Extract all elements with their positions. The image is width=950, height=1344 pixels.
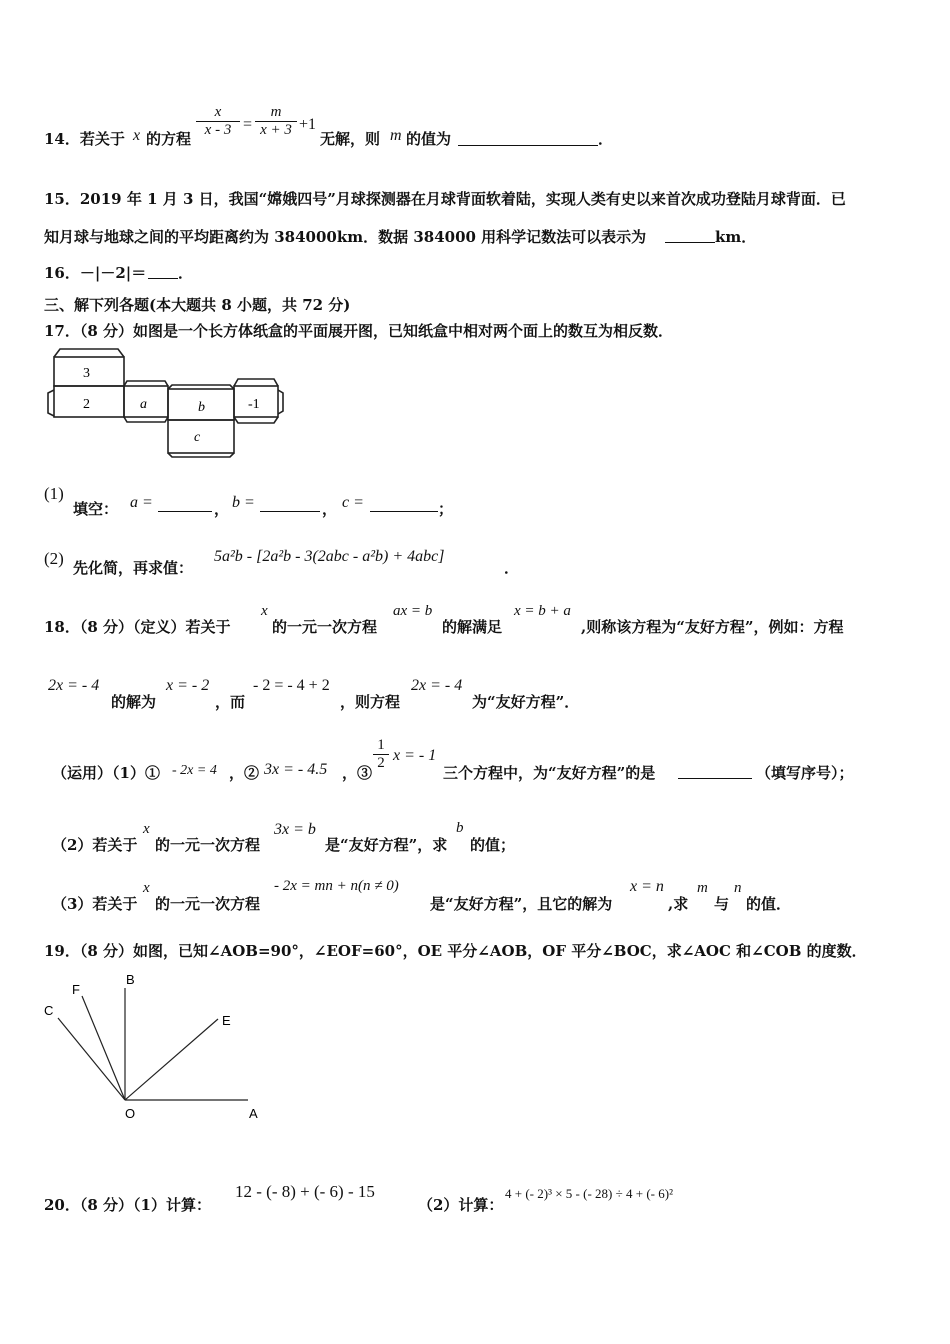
q15-line-1: 15．2019 年 1 月 3 日，我国“嫦娥四号”月球探测器在月球背面软着陆，实现人类有史以来首次成功登陆月球背面．已 (44, 190, 846, 208)
q17-b-blank (260, 511, 320, 512)
q18-apply-sep2: ，② (229, 764, 260, 782)
q18-line2-end: 为“友好方程”． (472, 693, 580, 711)
q20-expression-2: 4 + (- 2)³ × 5 - (- 28) ÷ 4 + (- 6)² (505, 1186, 673, 1201)
label-A: A (249, 1106, 258, 1121)
q17-a-blank (158, 511, 212, 512)
q17-c-blank (370, 511, 438, 512)
q17-sep-2: ， (322, 500, 338, 518)
q18-part2-eqlabel: 的一元一次方程 (155, 836, 261, 854)
q18-part3-x: x (143, 880, 150, 896)
q18-line2-thus: ，则方程 (340, 693, 401, 711)
q17-stem: 17．（8 分）如图是一个长方体纸盒的平面展开图，已知纸盒中相对两个面上的数互为相反数． (44, 322, 674, 340)
q17-part1-fill: 填空： (73, 500, 119, 518)
q17-part1-end: ； (438, 500, 454, 518)
net-label-neg1: -1 (248, 397, 260, 412)
q18-apply-blank (678, 778, 752, 779)
q17-c-eq: c = (342, 494, 364, 511)
q14-frac1-denominator: x - 3 (204, 122, 232, 138)
q17-part2-expression: 5a²b - [2a²b - 3(2abc - a²b) + 4abc] (214, 548, 445, 565)
label-F: F (72, 982, 80, 997)
q14-no-solution-text: 无解，则 (320, 130, 381, 148)
ray-OF (82, 996, 125, 1100)
q18-apply-hint: （填写序号）； (756, 764, 854, 782)
net-label-3: 3 (83, 366, 90, 381)
q14-frac2-numerator: m (255, 104, 297, 122)
q14-value-label: 的值为 (406, 130, 452, 148)
q18-part3-find: ,求 (668, 895, 689, 913)
q14-number: 14．若关于 (44, 130, 125, 148)
label-O: O (125, 1106, 136, 1121)
net-tab-neg1-top (234, 379, 278, 386)
q14-answer-blank (458, 145, 598, 146)
section-3-heading: 三、解下列各题(本大题共 8 小题，共 72 分) (44, 296, 351, 314)
label-E: E (222, 1013, 231, 1028)
net-label-c: c (194, 430, 201, 445)
q18-line1-solution: x = b + a (514, 603, 571, 619)
q14-plus-one: +1 (299, 116, 317, 133)
q18-line2-while: ，而 (215, 693, 246, 711)
q18-half-denominator: 2 (377, 755, 385, 771)
q18-half-numerator: 1 (373, 737, 389, 755)
q17-part2-label: (2) (44, 549, 64, 568)
q18-line1-satisfy: 的解满足 (442, 618, 503, 636)
q17-part2-simplify: 先化简，再求值： (73, 559, 194, 577)
ray-OE (125, 1019, 218, 1100)
q18-line1-end: ,则称该方程为“友好方程”，例如：方程 (581, 618, 844, 636)
q18-part3-n: n (734, 880, 742, 896)
q14-equals: = (243, 116, 253, 133)
q18-apply-eq1: - 2x = 4 (172, 763, 217, 778)
q16-end: ． (178, 264, 194, 282)
q15-line-2: 知月球与地球之间的平均距离约为 384000km．数据 384000 用科学记数法可以表示为 (44, 228, 647, 246)
q18-part3-solution: x = n (630, 878, 664, 895)
q18-line2-eq: 2x = - 4 (48, 677, 100, 694)
q20-part2-label: （2）计算： (418, 1196, 504, 1214)
q18-line2-eq2: 2x = - 4 (411, 677, 463, 694)
q18-part3-m: m (697, 880, 708, 896)
q18-apply-eq3: x = - 1 (393, 747, 437, 764)
q18-apply-label: （运用）（1）① (52, 764, 160, 782)
q18-part2-start: （2）若关于 (52, 836, 138, 854)
net-tab-neg1-bottom (234, 417, 278, 423)
q20-expression-1: 12 - (- 8) + (- 6) - 15 (235, 1182, 375, 1201)
q17-part1-label: (1) (44, 484, 64, 503)
q18-apply-eq2: 3x = - 4.5 (264, 761, 328, 778)
q19-stem: 19．（8 分）如图，已知∠AOB=90°，∠EOF=60°，OE 平分∠AOB，OF 平分∠BOC，求∠AOC 和∠COB 的度数． (44, 942, 867, 960)
q17-b-eq: b = (232, 494, 255, 511)
q15-answer-blank (665, 242, 715, 243)
net-face-c (168, 420, 234, 453)
q17-sep-1: ， (214, 500, 230, 518)
q14-fraction-1 (196, 104, 240, 139)
ray-OC (58, 1018, 125, 1100)
q18-apply-sep3: ，③ (342, 764, 373, 782)
q14-frac2-denominator: x + 3 (260, 122, 292, 138)
net-tab-left (48, 390, 54, 416)
q14-var-x: x (133, 127, 141, 144)
q18-part3-end: 的值． (746, 895, 792, 913)
q18-part3-eq: - 2x = mn + n(n ≠ 0) (274, 878, 399, 894)
q18-part2-end: 的值； (470, 836, 516, 854)
q18-line1-eqlabel: 的一元一次方程 (272, 618, 378, 636)
q14-equation-label: 的方程 (146, 130, 192, 148)
q14-var-m: m (390, 127, 402, 144)
q18-line1-x: x (261, 603, 268, 619)
q20-part1-label: 20．（8 分）（1）计算： (44, 1196, 211, 1214)
q18-part3-start: （3）若关于 (52, 895, 138, 913)
q16-answer-blank (148, 278, 178, 279)
q18-line2-solution: x = - 2 (166, 677, 210, 694)
q14-fraction-2 (255, 104, 297, 139)
q18-line1-eq: ax = b (393, 603, 433, 619)
net-label-2: 2 (83, 397, 90, 412)
q18-part3-text: 是“友好方程”，且它的解为 (430, 895, 613, 913)
q18-part2-b: b (456, 820, 464, 836)
label-B: B (126, 972, 135, 987)
q17-a-eq: a = (130, 494, 153, 511)
q17-part2-end: ． (504, 559, 520, 577)
q18-part2-x: x (143, 821, 150, 837)
q18-line1-start: 18．（8 分）（定义）若关于 (44, 618, 231, 636)
q14-end-mark: ． (598, 130, 614, 148)
net-label-b: b (198, 400, 205, 415)
net-tab-top (54, 349, 124, 357)
net-label-a: a (140, 397, 147, 412)
q16-text: 16．－|－2|＝ (44, 264, 147, 282)
q14-frac1-numerator: x (196, 104, 240, 122)
q19-angle-diagram (40, 968, 280, 1128)
q18-part3-eqlabel: 的一元一次方程 (155, 895, 261, 913)
q18-apply-question: 三个方程中，为“友好方程”的是 (443, 764, 656, 782)
q18-line2-check: - 2 = - 4 + 2 (253, 677, 330, 694)
q18-part2-text: 是“友好方程”，求 (325, 836, 448, 854)
q18-part2-eq: 3x = b (274, 821, 316, 838)
q18-line2-solvedby: 的解为 (111, 693, 157, 711)
q17-net-diagram (44, 345, 286, 460)
q18-part3-and: 与 (714, 895, 730, 913)
q18-apply-half (373, 737, 389, 772)
q15-unit: km． (715, 228, 757, 246)
label-C: C (44, 1003, 54, 1018)
